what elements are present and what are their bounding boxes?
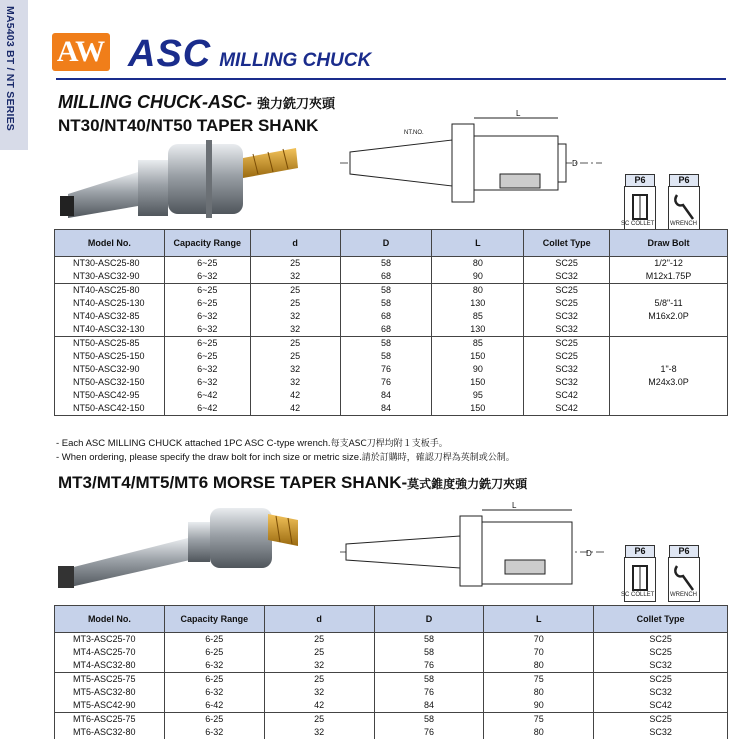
table-cell: 6~25	[164, 337, 250, 351]
mt-chuck-drawing	[340, 500, 610, 595]
table-cell: 6-32	[164, 686, 264, 699]
table-cell: 90	[432, 270, 524, 284]
table-cell: 32	[264, 726, 374, 739]
col-capacity: Capacity Range	[164, 230, 250, 257]
table-cell: MT5-ASC25-75	[55, 673, 165, 687]
col-model: Model No.	[55, 230, 165, 257]
table-cell: 25	[264, 633, 374, 647]
table-row	[55, 284, 728, 298]
table-cell: 68	[340, 310, 432, 323]
table-row	[55, 673, 728, 687]
table-row	[55, 257, 728, 271]
table-cell: SC32	[594, 686, 728, 699]
brand-logo: AW	[52, 33, 110, 71]
table-cell: 6-25	[164, 673, 264, 687]
table-cell: NT50-ASC42-150	[55, 402, 165, 416]
table-cell: 6~42	[164, 402, 250, 416]
table-cell: NT40-ASC25-130	[55, 297, 165, 310]
table-cell: SC25	[594, 646, 728, 659]
table-row	[55, 646, 728, 659]
table-cell: 6~32	[164, 270, 250, 284]
col-length: L	[484, 606, 594, 633]
table-cell: NT40-ASC32-130	[55, 323, 165, 337]
table-cell: 32	[264, 686, 374, 699]
table-cell: 76	[374, 726, 484, 739]
table-cell: 6~25	[164, 297, 250, 310]
table-cell: 6~42	[164, 389, 250, 402]
table-cell: 42	[250, 402, 340, 416]
col-capacity: Capacity Range	[164, 606, 264, 633]
draw-bolt-inch: 1/2"-12	[654, 258, 683, 268]
table-cell: MT4-ASC32-80	[55, 659, 165, 673]
table-cell: 6~25	[164, 350, 250, 363]
table-row	[55, 686, 728, 699]
table-cell: 90	[432, 363, 524, 376]
table-cell: 58	[340, 257, 432, 271]
table-row	[55, 659, 728, 673]
table-cell: 58	[374, 646, 484, 659]
table-cell: 32	[250, 270, 340, 284]
note-1-cn: 每支ASC刀桿均附１支板手。	[330, 439, 448, 449]
col-d-large: D	[374, 606, 484, 633]
table-cell: 80	[484, 659, 594, 673]
mt-chuck-photo	[58, 500, 308, 595]
table-cell: 32	[264, 659, 374, 673]
table-cell: 70	[484, 633, 594, 647]
section1-subtitle: NT30/NT40/NT50 TAPER SHANK	[58, 116, 319, 135]
table-cell: SC32	[594, 726, 728, 739]
table-cell: 6-42	[164, 699, 264, 713]
table-cell: 76	[374, 686, 484, 699]
section2-title	[58, 473, 527, 493]
table-cell: MT5-ASC42-90	[55, 699, 165, 713]
table-cell: SC32	[524, 363, 610, 376]
table-cell: SC32	[524, 376, 610, 389]
col-collet: Collet Type	[594, 606, 728, 633]
section2-title-cn: 莫式錐度強力銑刀夾頭	[407, 477, 528, 491]
page-title	[128, 33, 371, 76]
nt-chuck-photo	[58, 130, 308, 230]
table-cell: 130	[432, 297, 524, 310]
table-cell: 25	[264, 713, 374, 727]
title-sub: MILLING CHUCK	[219, 50, 372, 71]
table-row	[55, 633, 728, 647]
table-cell: SC32	[524, 310, 610, 323]
table-cell: 58	[340, 337, 432, 351]
table-cell: SC42	[524, 389, 610, 402]
col-collet: Collet Type	[524, 230, 610, 257]
nt-drawing-label-nt: NT.NO.	[404, 130, 424, 136]
table-cell: 76	[340, 376, 432, 389]
collet-caption-2: SC COLLET	[621, 592, 655, 598]
col-model: Model No.	[55, 606, 165, 633]
table-row	[55, 337, 728, 351]
draw-bolt-metric: M12x1.75P	[645, 271, 692, 281]
table-cell: NT50-ASC25-85	[55, 337, 165, 351]
wrench-caption-2: WRENCH	[670, 592, 697, 598]
nt-chuck-drawing	[340, 108, 605, 208]
table-cell: SC42	[524, 402, 610, 416]
col-d-large: D	[340, 230, 432, 257]
section1-title-en: MILLING CHUCK-ASC-	[58, 92, 252, 112]
table-cell: 42	[250, 389, 340, 402]
table-cell: SC32	[524, 270, 610, 284]
table-cell: MT4-ASC25-70	[55, 646, 165, 659]
table-cell: 58	[374, 713, 484, 727]
table-cell: 25	[250, 350, 340, 363]
table-row	[55, 699, 728, 713]
table-cell: 58	[340, 350, 432, 363]
draw-bolt-metric: M24x3.0P	[648, 377, 689, 387]
table-cell: 75	[484, 713, 594, 727]
note-2-cn: 請於訂購時，確認刀桿為英制或公制。	[361, 453, 515, 463]
table-cell: SC25	[524, 337, 610, 351]
table-cell: 58	[374, 633, 484, 647]
table-cell: 58	[374, 673, 484, 687]
series-label: MA5403 BT / NT SERIES	[4, 6, 16, 131]
table-cell: 25	[250, 257, 340, 271]
table-cell: 58	[340, 297, 432, 310]
table-cell: 25	[250, 284, 340, 298]
note-1	[56, 436, 448, 449]
table-cell: 80	[432, 257, 524, 271]
table-cell: 84	[374, 699, 484, 713]
table-cell: 6~32	[164, 310, 250, 323]
table-cell: 6~25	[164, 284, 250, 298]
table-cell: 68	[340, 323, 432, 337]
wrench-code-2: P6	[669, 545, 699, 558]
table-cell: 32	[250, 323, 340, 337]
table-cell: 32	[250, 363, 340, 376]
table-cell: 25	[250, 337, 340, 351]
mt-drawing-label-d: D	[586, 549, 592, 558]
section1-title-cn: 強力銑刀夾頭	[257, 97, 336, 112]
table-cell: 25	[264, 646, 374, 659]
table-cell: 6-32	[164, 726, 264, 739]
collet-caption-1: SC COLLET	[621, 221, 655, 227]
table-cell: SC25	[524, 284, 610, 298]
table-cell: SC25	[594, 713, 728, 727]
table-cell: 25	[264, 673, 374, 687]
wrench-code-1: P6	[669, 174, 699, 187]
collet-code-1: P6	[625, 174, 655, 187]
table-cell: NT50-ASC42-95	[55, 389, 165, 402]
table-cell: MT3-ASC25-70	[55, 633, 165, 647]
table-cell: NT40-ASC32-85	[55, 310, 165, 323]
table-cell: 84	[340, 389, 432, 402]
table-cell: 84	[340, 402, 432, 416]
table-cell: NT30-ASC25-80	[55, 257, 165, 271]
table-cell: 75	[484, 673, 594, 687]
nt-drawing-label-l: L	[516, 109, 521, 118]
table-cell: NT50-ASC32-150	[55, 376, 165, 389]
draw-bolt-metric: M16x2.0P	[648, 311, 689, 321]
table-cell: NT30-ASC32-90	[55, 270, 165, 284]
note-2-en: - When ordering, please specify the draw bolt for inch size or metric size.	[56, 452, 362, 463]
table-cell: SC25	[594, 633, 728, 647]
table-cell: MT5-ASC32-80	[55, 686, 165, 699]
table-cell: 85	[432, 337, 524, 351]
table-cell: MT6-ASC32-80	[55, 726, 165, 739]
table-cell: 6~32	[164, 376, 250, 389]
table-cell: 6-25	[164, 646, 264, 659]
nt-spec-table	[54, 229, 728, 416]
table-cell: 32	[250, 310, 340, 323]
col-draw-bolt: Draw Bolt	[610, 230, 728, 257]
table-cell: SC25	[594, 673, 728, 687]
table-cell: 68	[340, 270, 432, 284]
mt-spec-table	[54, 605, 728, 739]
mt-drawing-label-l: L	[512, 501, 517, 510]
table-cell: 76	[340, 363, 432, 376]
header-rule	[56, 78, 726, 80]
draw-bolt-cell	[610, 337, 728, 416]
wrench-caption-1: WRENCH	[670, 221, 697, 227]
table-cell: 85	[432, 310, 524, 323]
table-cell: 6~25	[164, 257, 250, 271]
table-cell: 80	[432, 284, 524, 298]
table-cell: 6~32	[164, 323, 250, 337]
note-1-en: - Each ASC MILLING CHUCK attached 1PC ASC C-type wrench.	[56, 438, 331, 449]
table-cell: 80	[484, 726, 594, 739]
table-cell: 80	[484, 686, 594, 699]
draw-bolt-inch: 5/8"-11	[654, 298, 683, 308]
table-cell: NT50-ASC32-90	[55, 363, 165, 376]
table-cell: 150	[432, 402, 524, 416]
table-row	[55, 726, 728, 739]
table-cell: 6-32	[164, 659, 264, 673]
draw-bolt-cell	[610, 284, 728, 337]
draw-bolt-cell	[610, 257, 728, 284]
nt-drawing-label-d: D	[572, 159, 578, 168]
table-cell: SC25	[524, 350, 610, 363]
table-cell: 70	[484, 646, 594, 659]
table-cell: 25	[250, 297, 340, 310]
col-d-small: d	[250, 230, 340, 257]
collet-code-2: P6	[625, 545, 655, 558]
section1-title	[58, 92, 335, 113]
table-cell: 150	[432, 350, 524, 363]
table-cell: SC25	[524, 257, 610, 271]
table-cell: SC42	[594, 699, 728, 713]
table-cell: SC25	[524, 297, 610, 310]
table-cell: 130	[432, 323, 524, 337]
table-cell: 32	[250, 376, 340, 389]
note-2	[56, 450, 515, 463]
title-main: ASC	[128, 33, 212, 75]
col-length: L	[432, 230, 524, 257]
col-d-small: d	[264, 606, 374, 633]
table-cell: 90	[484, 699, 594, 713]
table-cell: SC32	[594, 659, 728, 673]
table-cell: 6-25	[164, 713, 264, 727]
table-row	[55, 713, 728, 727]
table-cell: NT40-ASC25-80	[55, 284, 165, 298]
table-cell: MT6-ASC25-75	[55, 713, 165, 727]
table-cell: 150	[432, 376, 524, 389]
table-cell: 6-25	[164, 633, 264, 647]
table-cell: 95	[432, 389, 524, 402]
table-cell: SC32	[524, 323, 610, 337]
section2-title-en: MT3/MT4/MT5/MT6 MORSE TAPER SHANK-	[58, 473, 408, 492]
table-cell: 42	[264, 699, 374, 713]
table-cell: 76	[374, 659, 484, 673]
table-cell: NT50-ASC25-150	[55, 350, 165, 363]
table-cell: 6~32	[164, 363, 250, 376]
series-sidebar	[0, 0, 28, 150]
table-cell: 58	[340, 284, 432, 298]
draw-bolt-inch: 1"-8	[660, 364, 677, 374]
